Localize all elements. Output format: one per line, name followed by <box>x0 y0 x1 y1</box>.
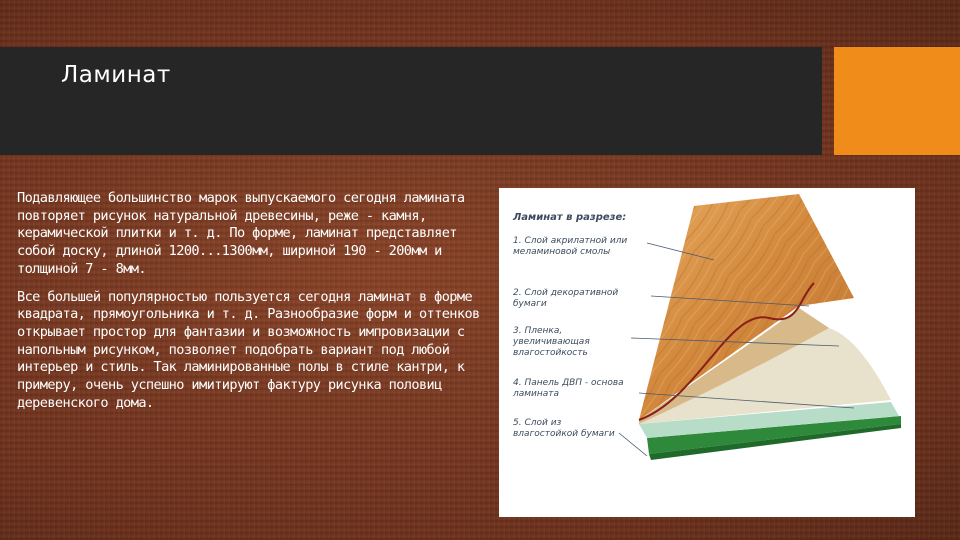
label-5: 5. Слой из влагостойкой бумаги <box>513 418 615 439</box>
accent-square <box>834 47 960 155</box>
paragraph-1: Подавляющее большинство марок выпускаемого сегодня ламината повторяет рисунок натуральной древесины, реже - камня, керамической плитки и т. д. По форме, ламинат представляет собой доску, длиной 1200...1300мм, шириной 190 - 200мм и толщиной 7 - 8мм. <box>17 190 465 277</box>
leader-line-5 <box>619 433 647 456</box>
body-text <box>17 190 493 422</box>
label-4: 4. Панель ДВП - основа ламината <box>513 378 624 399</box>
paragraph-2: Все большей популярностью пользуется сегодня ламинат в форме квадрата, прямоугольника и т. д. Разнообразие форм и оттенков открывает простор для фантазии и возможность импровизации с напольным рисунком, позволяет подобрать вариант под любой интерьер и стиль. Так ламинированные полы в стиле кантри, к примеру, очень успешно имитируют фактуру рисунка половиц деревенского дома. <box>17 288 480 411</box>
laminate-cross-section-figure <box>499 188 915 517</box>
label-3: 3. Пленка, увеличивающая влагостойкость <box>513 326 590 358</box>
slide-title: Ламинат <box>61 62 171 88</box>
label-1: 1. Слой акрилатной или меламиновой смолы <box>513 236 628 257</box>
label-2: 2. Слой декоративной бумаги <box>513 288 619 309</box>
figure-heading: Ламинат в разрезе: <box>513 212 627 223</box>
